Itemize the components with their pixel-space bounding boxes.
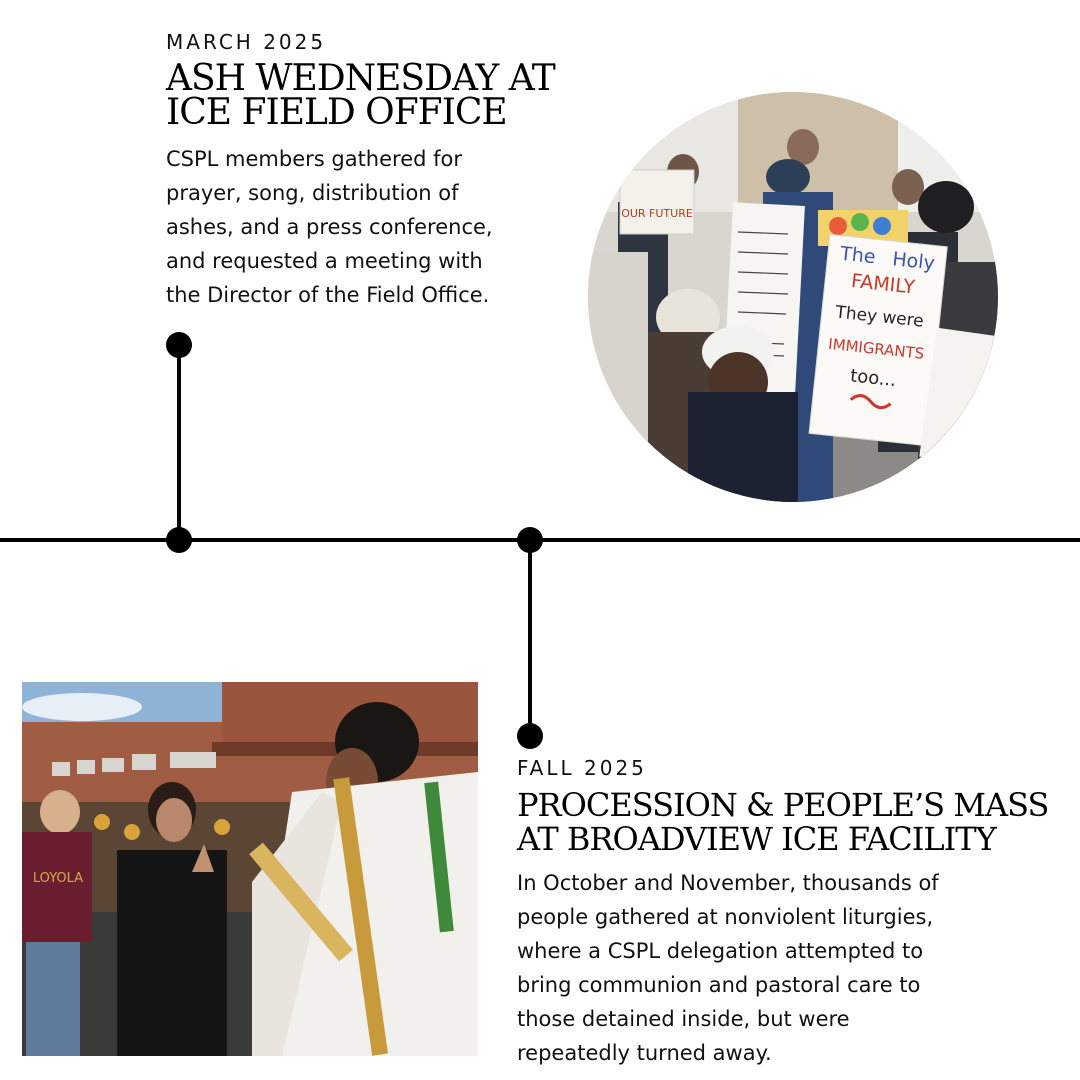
event-1-date: MARCH 2025 [166, 30, 327, 54]
event-2-title [517, 788, 1077, 856]
event-1-description-line: and requested a meeting with [166, 249, 483, 273]
event-2-description-line: people gathered at nonviolent liturgies, [517, 905, 934, 929]
event-1-description [166, 142, 586, 312]
timeline-stem-2 [528, 540, 532, 736]
event-2-date: FALL 2025 [517, 756, 647, 780]
event-2-description-line: those detained inside, but were [517, 1007, 850, 1031]
event-1-description-line: CSPL members gathered for [166, 147, 462, 171]
event-2-description-line: repeatedly turned away. [517, 1041, 772, 1065]
event-2-text-block [517, 756, 1077, 1070]
timeline-marker-1-top [166, 332, 192, 358]
event-2-title-line-1: PROCESSION & PEOPLE’S MASS [517, 786, 1049, 824]
event-2-description-line: bring communion and pastoral care to [517, 973, 921, 997]
event-1-text-block [166, 30, 586, 312]
event-2-title-line-2: AT BROADVIEW ICE FACILITY [517, 820, 996, 858]
event-1-photo [588, 92, 998, 502]
event-2-description [517, 866, 1077, 1070]
timeline-marker-1-axis [166, 527, 192, 553]
event-2-photo [22, 682, 478, 1056]
sign-word-the: The [839, 242, 877, 269]
timeline-stem-1 [177, 344, 181, 540]
sign-word-family: FAMILY [850, 269, 916, 299]
sweatshirt-text: LOYOLA [32, 871, 84, 886]
left-sign-text: OUR FUTURE [621, 207, 693, 220]
sign-word-immigrants: IMMIGRANTS [827, 334, 926, 363]
event-1-description-line: ashes, and a press conference, [166, 215, 493, 239]
sign-word-too: too... [849, 365, 898, 392]
event-1-title-line-2: ICE FIELD OFFICE [166, 92, 507, 133]
timeline-marker-2-axis [517, 527, 543, 553]
sign-word-they-were: They were [834, 302, 925, 332]
event-1-description-line: prayer, song, distribution of [166, 181, 459, 205]
event-1-title-line-1: ASH WEDNESDAY AT [166, 58, 555, 99]
sign-word-holy: Holy [891, 248, 936, 275]
event-2-description-line: In October and November, thousands of [517, 871, 939, 895]
event-1-title [166, 58, 586, 133]
event-2-description-line: where a CSPL delegation attempted to [517, 939, 924, 963]
mass-photo-illustration [22, 682, 478, 1056]
timeline-marker-2-bottom [517, 723, 543, 749]
protest-photo-illustration [588, 92, 998, 502]
left-protest-sign [620, 170, 694, 234]
event-1-description-line: the Director of the Field Office. [166, 283, 490, 307]
